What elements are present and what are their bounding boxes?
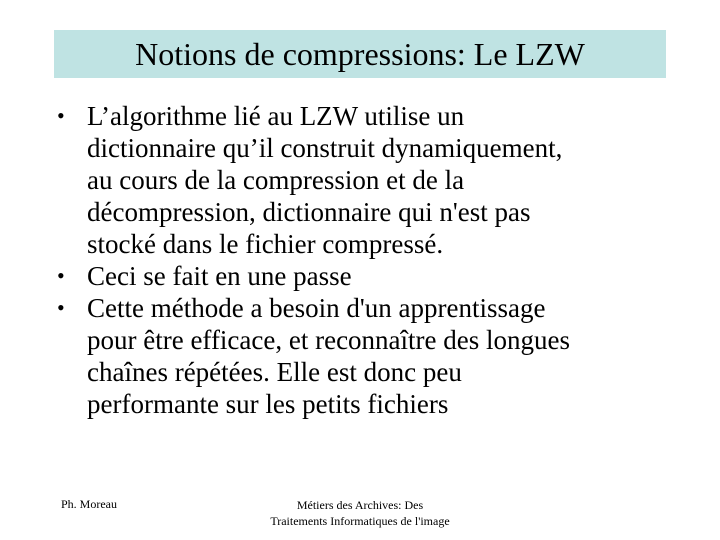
bullet-item bbox=[54, 292, 684, 420]
bullet-line: L’algorithme lié au LZW utilise un bbox=[87, 101, 465, 131]
bullet-dot-icon: • bbox=[57, 263, 65, 288]
bullet-item bbox=[54, 260, 684, 292]
slide-title: Notions de compressions: Le LZW bbox=[135, 36, 585, 72]
bullet-line: dictionnaire qu’il construit dynamiquement, bbox=[87, 133, 563, 163]
footer-author: Ph. Moreau bbox=[61, 497, 117, 511]
bullet-line: décompression, dictionnaire qui n'est pas bbox=[87, 197, 531, 227]
bullet-line: au cours de la compression et de la bbox=[87, 165, 465, 195]
bullet-list bbox=[54, 100, 684, 420]
bullet-line: Ceci se fait en une passe bbox=[87, 261, 352, 291]
bullet-line: stocké dans le fichier compressé. bbox=[87, 229, 444, 259]
bullet-line: chaînes répétées. Elle est donc peu bbox=[87, 357, 462, 387]
footer-course bbox=[240, 497, 480, 529]
bullet-dot-icon: • bbox=[57, 103, 65, 128]
bullet-line: pour être efficace, et reconnaître des longues bbox=[87, 325, 571, 355]
bullet-dot-icon: • bbox=[57, 295, 65, 320]
bullet-line: performante sur les petits fichiers bbox=[87, 389, 449, 419]
footer-course-line: Métiers des Archives: Des bbox=[296, 498, 424, 512]
slide-title-box bbox=[54, 30, 666, 78]
bullet-item bbox=[54, 100, 684, 260]
footer-course-line: Traitements Informatiques de l'image bbox=[270, 514, 450, 528]
bullet-line: Cette méthode a besoin d'un apprentissage bbox=[87, 293, 546, 323]
